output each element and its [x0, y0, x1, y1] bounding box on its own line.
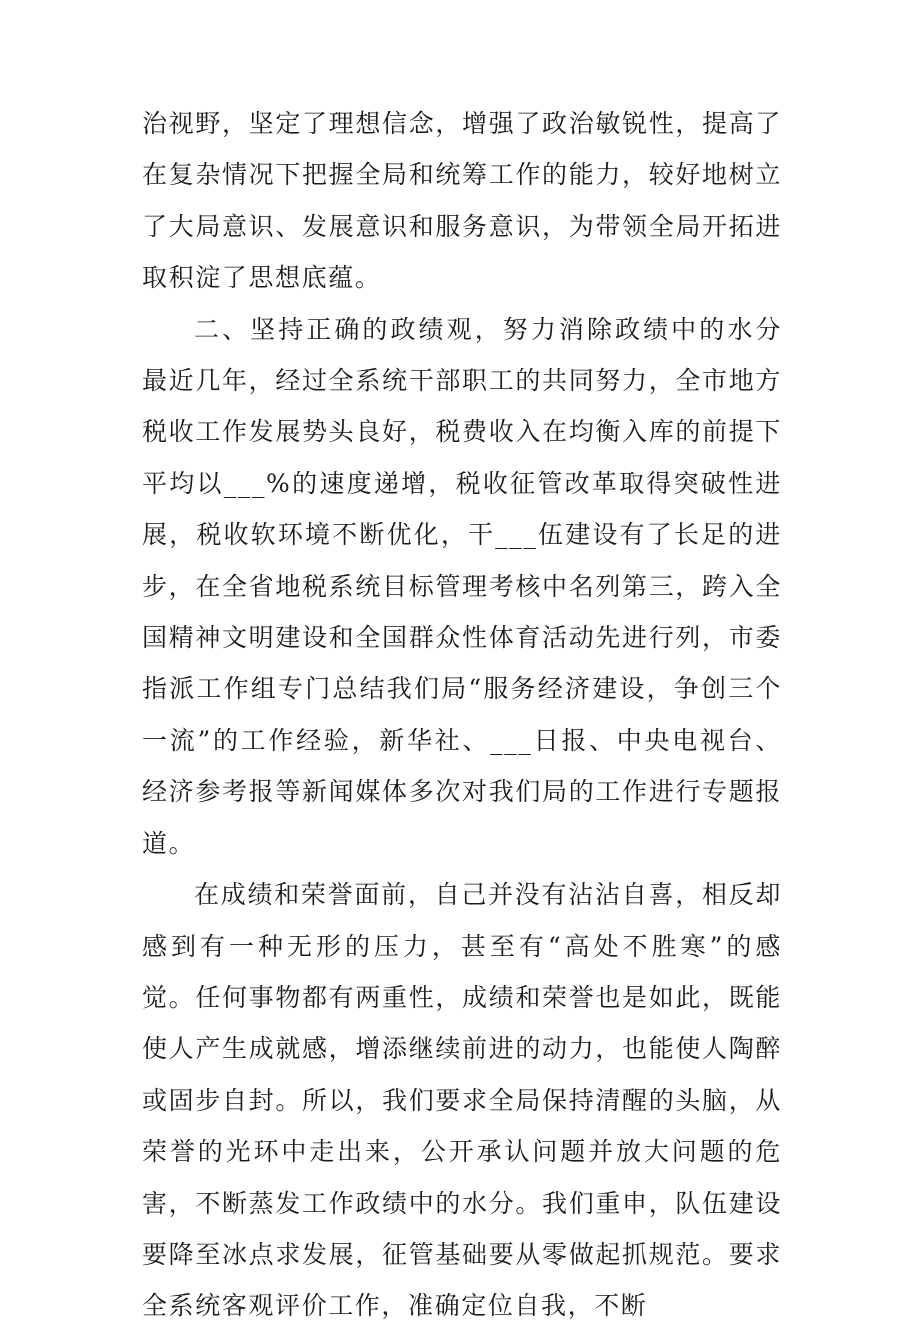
paragraph-honor-pressure: 在成绩和荣誉面前，自己并没有沾沾自喜，相反却感到有一种无形的压力，甚至有“高处不胜寒”的感觉。任何事物都有两重性，成绩和荣誉也是如此，既能使人产生成就感，增添继续前进的动力，也能使人陶醉或固步自封。所以，我们要求全局保持清醒的头脑，从荣誉的光环中走出来，公开承认问题并放大问题的危害，不断蒸发工作政绩中的水分。我们重申，队伍建设要降至冰点求发展，征管基础要从零做起抓规范。要求全系统客观评价工作，准确定位自我，不断 [142, 880, 782, 1321]
paragraph-section-two: 二、坚持正确的政绩观，努力消除政绩中的水分 最近几年，经过全系统干部职工的共同努力，全市地方税收工作发展势头良好，税费收入在均衡入库的前提下平均以___%的速度递增，税收征管改革取得突破性进展，税收软环境不断优化，干___伍建设有了长足的进步，在全省地税系统目标管理考核中名列第三，跨入全国精神文明建设和全国群众性体育活动先进行列，市委指派工作组专门总结我们局“服务经济建设，争创三个一流”的工作经验，新华社、___日报、中央电视台、经济参考报等新闻媒体多次对我们局的工作进行专题报道。 [142, 314, 782, 858]
document-body [142, 98, 782, 1332]
paragraph-continuation: 治视野，坚定了理想信念，增强了政治敏锐性，提高了在复杂情况下把握全局和统筹工作的能力，较好地树立了大局意识、发展意识和服务意识，为带领全局开拓进取积淀了思想底蕴。 [142, 109, 782, 293]
